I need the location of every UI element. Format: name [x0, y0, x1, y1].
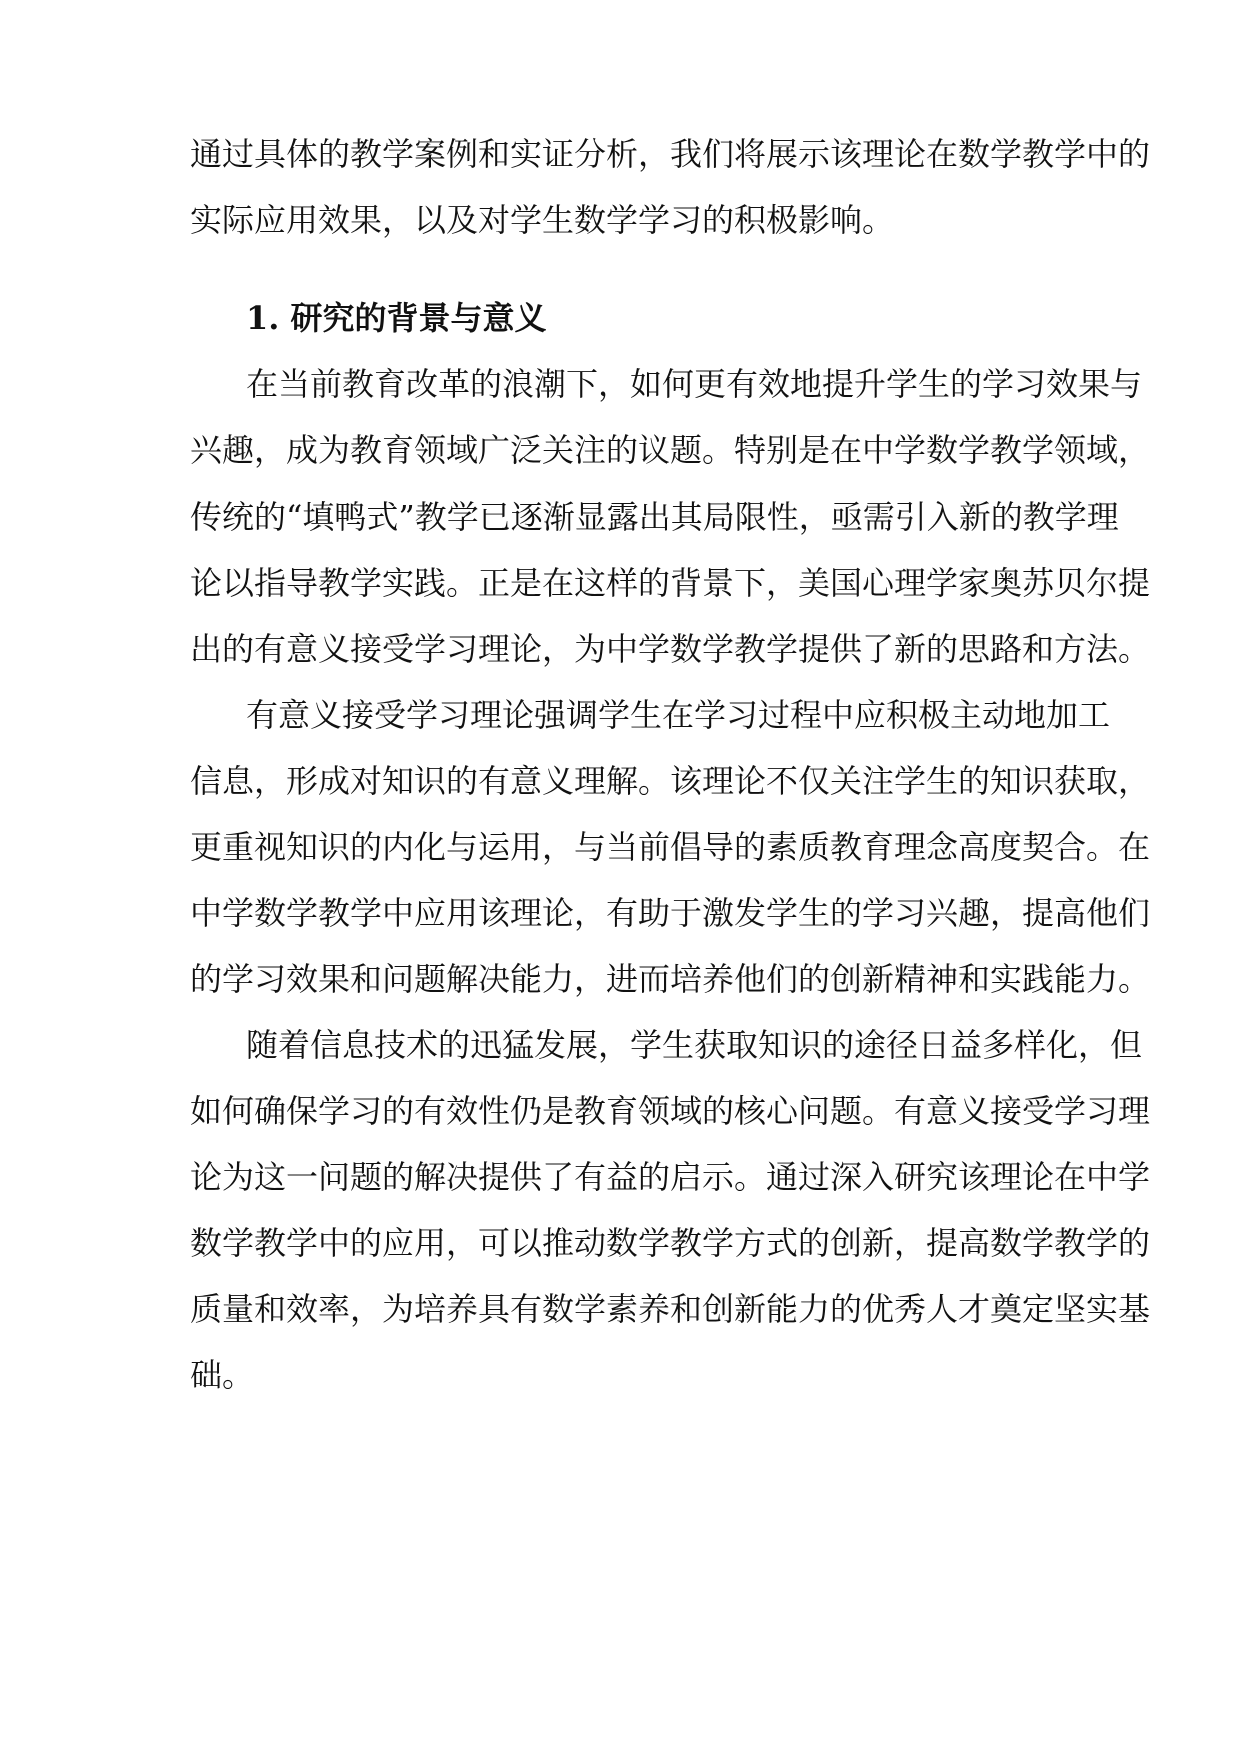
paragraph-line: 更重视知识的内化与运用，与当前倡导的素质教育理念高度契合。在	[190, 828, 1151, 866]
paragraph-line: 有意义接受学习理论强调学生在学习过程中应积极主动地加工	[246, 696, 1111, 734]
paragraph-line: 质量和效率，为培养具有数学素养和创新能力的优秀人才奠定坚实基	[190, 1290, 1151, 1328]
paragraph-line: 信息，形成对知识的有意义理解。该理论不仅关注学生的知识获取，	[190, 762, 1151, 800]
paragraph-line: 传统的“填鸭式”教学已逐渐显露出其局限性，亟需引入新的教学理	[190, 498, 1119, 536]
paragraph-line: 论以指导教学实践。正是在这样的背景下，美国心理学家奥苏贝尔提	[190, 564, 1151, 602]
paragraph-line: 在当前教育改革的浪潮下，如何更有效地提升学生的学习效果与	[246, 365, 1143, 403]
paragraph-line: 数学教学中的应用，可以推动数学教学方式的创新，提高数学教学的	[190, 1224, 1151, 1262]
intro-line: 实际应用效果，以及对学生数学学习的积极影响。	[190, 201, 895, 239]
paragraph-line: 随着信息技术的迅猛发展，学生获取知识的途径日益多样化，但	[246, 1026, 1143, 1064]
paragraph-line: 的学习效果和问题解决能力，进而培养他们的创新精神和实践能力。	[190, 960, 1151, 998]
section-heading: 1. 研究的背景与意义	[246, 299, 547, 337]
paragraph-line: 出的有意义接受学习理论，为中学数学教学提供了新的思路和方法。	[190, 630, 1151, 668]
paragraph-line: 如何确保学习的有效性仍是教育领域的核心问题。有意义接受学习理	[190, 1092, 1151, 1130]
paragraph-line: 兴趣，成为教育领域广泛关注的议题。特别是在中学数学教学领域，	[190, 431, 1151, 469]
intro-line: 通过具体的教学案例和实证分析，我们将展示该理论在数学教学中的	[190, 135, 1151, 173]
paragraph-line: 中学数学教学中应用该理论，有助于激发学生的学习兴趣，提高他们	[190, 894, 1151, 932]
paragraph-line: 础。	[190, 1356, 255, 1394]
paragraph-line: 论为这一问题的解决提供了有益的启示。通过深入研究该理论在中学	[190, 1158, 1151, 1196]
